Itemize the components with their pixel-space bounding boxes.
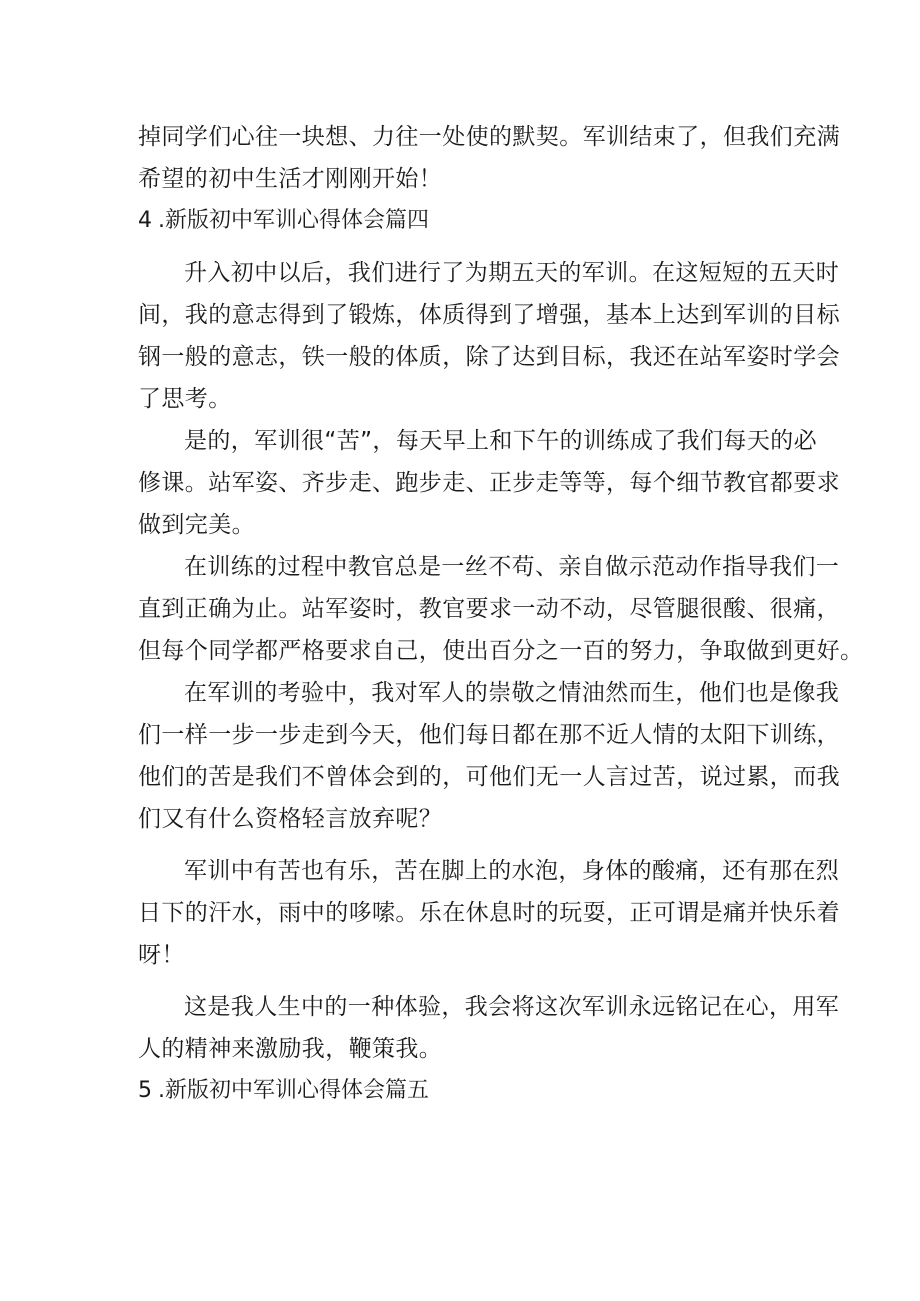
- paragraph: [138, 420, 840, 546]
- section-title: .新版初中军训心得体会篇四: [158, 208, 429, 233]
- section-heading-4: [138, 200, 788, 242]
- text-line: 升入初中以后，我们进行了为期五天的军训。在这短短的五天时: [184, 260, 840, 286]
- paragraph: [138, 252, 840, 420]
- text-line: 日下的汗水，雨中的哆嗦。乐在休息时的玩耍，正可谓是痛并快乐着: [138, 900, 840, 926]
- paragraph: [138, 986, 840, 1070]
- text-line: 呀！: [138, 942, 185, 968]
- text-line: 他们的苦是我们不曾体会到的，可他们无一人言过苦，说过累，而我: [138, 764, 840, 790]
- section-number: 4: [138, 208, 152, 233]
- text-line: 间，我的意志得到了锻炼，体质得到了增强，基本上达到军训的目标: [138, 302, 840, 328]
- text-line: 在军训的考验中，我对军人的崇敬之情油然而生，他们也是像我: [184, 680, 840, 706]
- text-line: 直到正确为止。站军姿时，教官要求一动不动，尽管腿很酸、很痛，: [138, 596, 840, 622]
- paragraph: [138, 546, 864, 672]
- text-line: 在训练的过程中教官总是一丝不苟、亲自做示范动作指导我们一: [184, 554, 840, 580]
- section-title: .新版初中军训心得体会篇五: [158, 1078, 429, 1103]
- text-line: 们一样一步一步走到今天，他们每日都在那不近人情的太阳下训练，: [138, 722, 840, 748]
- document-body: [138, 116, 864, 1112]
- text-line: 但每个同学都严格要求自己，使出百分之一百的努力，争取做到更好。: [138, 638, 864, 664]
- text-line: 们又有什么资格轻言放弃呢？: [138, 806, 443, 832]
- text-line: 钢一般的意志，铁一般的体质，除了达到目标，我还在站军姿时学会: [138, 344, 840, 370]
- paragraph: [138, 672, 840, 840]
- text-line: 掉同学们心往一块想、力往一处使的默契。军训结束了，但我们充满: [138, 124, 840, 150]
- text-line: 希望的初中生活才刚刚开始！: [138, 166, 443, 192]
- paragraph: [138, 850, 840, 976]
- text-line: 军训中有苦也有乐，苦在脚上的水泡，身体的酸痛，还有那在烈: [184, 858, 840, 884]
- text-line: 修课。站军姿、齐步走、跑步走、正步走等等，每个细节教官都要求: [138, 470, 840, 496]
- section-number: 5: [138, 1078, 152, 1103]
- section-heading-5: [138, 1070, 788, 1112]
- text-line: 是的，军训很“苦”，每天早上和下午的训练成了我们每天的必: [184, 428, 818, 454]
- text-line: 人的精神来激励我，鞭策我。: [138, 1036, 443, 1062]
- text-line: 这是我人生中的一种体验，我会将这次军训永远铭记在心，用军: [184, 994, 840, 1020]
- text-line: 做到完美。: [138, 512, 255, 538]
- text-line: 了思考。: [138, 386, 232, 412]
